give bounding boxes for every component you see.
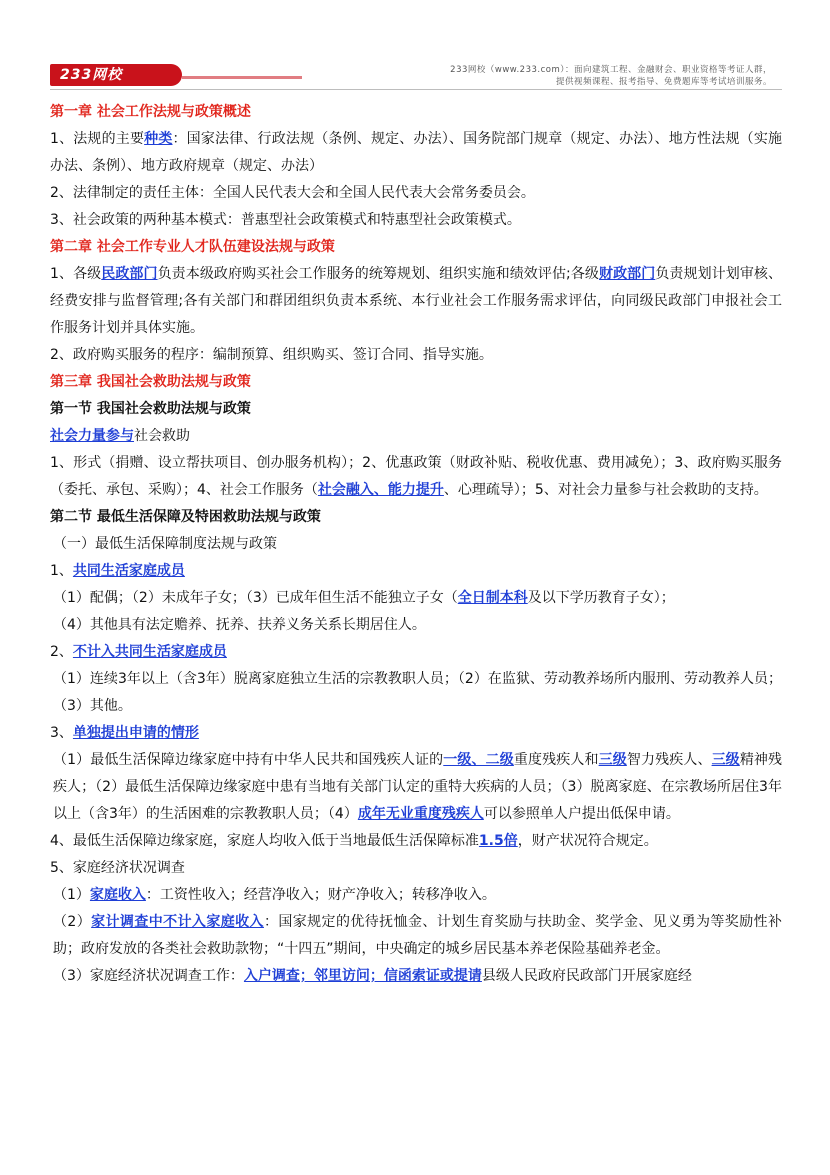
chapter-1-title: 第一章 社会工作法规与政策概述 [50,104,251,120]
paragraph: 1、法规的主要种类：国家法律、行政法规（条例、规定、办法）、国务院部门规章（规定、办法）、地方性法规（实施办法、条例）、地方政府规章（规定、办法） [50,131,783,174]
paragraph: 1、形式（捐赠、设立帮扶项目、创办服务机构）；2、优惠政策（财政补贴、税收优惠、费用减免）；3、政府购买服务（委托、承包、采购）；4、社会工作服务（社会融入、能力提升、心理疏导）；5、对社会力量参与社会救助的支持。 [50,455,782,498]
paragraph: （4）其他具有法定赡养、抚养、扶养义务关系长期居住人。 [53,617,426,633]
paragraph: 社会力量参与社会救助 [50,428,190,444]
keyword: 三级 [711,752,740,768]
keyword: 共同生活家庭成员 [72,563,185,579]
document-body [50,99,782,990]
chapter-2-title: 第二章 社会工作专业人才队伍建设法规与政策 [50,239,335,255]
keyword: 家庭收入 [89,887,146,903]
paragraph: 3、单独提出申请的情形 [50,725,199,741]
header-slogan [332,64,772,88]
keyword: 家计调查中不计入家庭收入 [91,914,264,930]
section-1-title: 第一节 我国社会救助法规与政策 [50,401,251,417]
paragraph: 1、共同生活家庭成员 [50,563,185,579]
keyword: 民政部门 [101,266,158,282]
chapter-3-title: 第三章 我国社会救助法规与政策 [50,374,251,390]
header-slogan-line1: 233网校（www.233.com）：面向建筑工程、金融财会、职业资格等考证人群， [450,65,772,75]
keyword: 不计入共同生活家庭成员 [72,644,227,660]
keyword: 一级、二级 [443,752,514,768]
subsection-title: （一）最低生活保障制度法规与政策 [53,536,277,552]
keyword: 入户调查；邻里访问；信函索证或提请 [243,968,482,984]
keyword: 种类 [144,131,173,147]
header-divider [50,89,782,90]
keyword: 1.5倍 [478,833,518,849]
paragraph: （1）配偶；（2）未成年子女；（3）已成年但生活不能独立子女（全日制本科及以下学历教育子女）； [53,590,675,606]
keyword: 社会融入、能力提升 [317,482,444,498]
paragraph: 5、家庭经济状况调查 [50,860,185,876]
paragraph: 3、社会政策的两种基本模式：普惠型社会政策模式和特惠型社会政策模式。 [50,212,521,228]
paragraph: （1）最低生活保障边缘家庭中持有中华人民共和国残疾人证的一级、二级重度残疾人和三级智力残疾人、三级精神残疾人；（2）最低生活保障边缘家庭中患有当地有关部门认定的重特大疾病的人员；（3）脱离家庭、在宗教场所居住3年以上（含3年）的生活困难的宗教教职人员；（4）成年无业重度残疾人可以参照单人户提出低保申请。 [53,752,783,822]
paragraph: 1、各级民政部门负责本级政府购买社会工作服务的统筹规划、组织实施和绩效评估;各级财政部门负责规划计划审核、经费安排与监督管理;各有关部门和群团组织负责本系统、本行业社会工作服务需求评估，向同级民政部门申报社会工作服务计划并具体实施。 [50,266,783,336]
keyword: 财政部门 [599,266,656,282]
paragraph: （3）家庭经济状况调查工作：入户调查；邻里访问；信函索证或提请县级人民政府民政部门开展家庭经 [53,968,692,984]
page-header [50,62,782,88]
keyword: 三级 [598,752,627,768]
section-2-title: 第二节 最低生活保障及特困救助法规与政策 [50,509,321,525]
brand-logo: 233网校 [50,64,182,86]
paragraph: 2、法律制定的责任主体：全国人民代表大会和全国人民代表大会常务委员会。 [50,185,535,201]
paragraph: （1）家庭收入：工资性收入；经营净收入；财产净收入；转移净收入。 [53,887,496,903]
paragraph: （1）连续3年以上（含3年）脱离家庭独立生活的宗教教职人员；（2）在监狱、劳动教养场所内服刑、劳动教养人员；（3）其他。 [53,671,782,714]
paragraph: （2）家计调查中不计入家庭收入：国家规定的优待抚恤金、计划生育奖励与扶助金、奖学金、见义勇为等奖励性补助；政府发放的各类社会救助款物；“十四五”期间，中央确定的城乡居民基本养老保险基础养老金。 [53,914,783,957]
paragraph: 2、不计入共同生活家庭成员 [50,644,227,660]
keyword: 单独提出申请的情形 [72,725,199,741]
keyword: 全日制本科 [457,590,528,606]
keyword: 成年无业重度残疾人 [357,806,484,822]
header-slogan-line2: 提供视频课程、报考指导、免费题库等考试培训服务。 [555,77,772,87]
keyword: 社会力量参与 [50,428,134,444]
logo-swoosh [182,76,302,79]
paragraph: 4、最低生活保障边缘家庭，家庭人均收入低于当地最低生活保障标准1.5倍，财产状况符合规定。 [50,833,658,849]
paragraph: 2、政府购买服务的程序：编制预算、组织购买、签订合同、指导实施。 [50,347,493,363]
